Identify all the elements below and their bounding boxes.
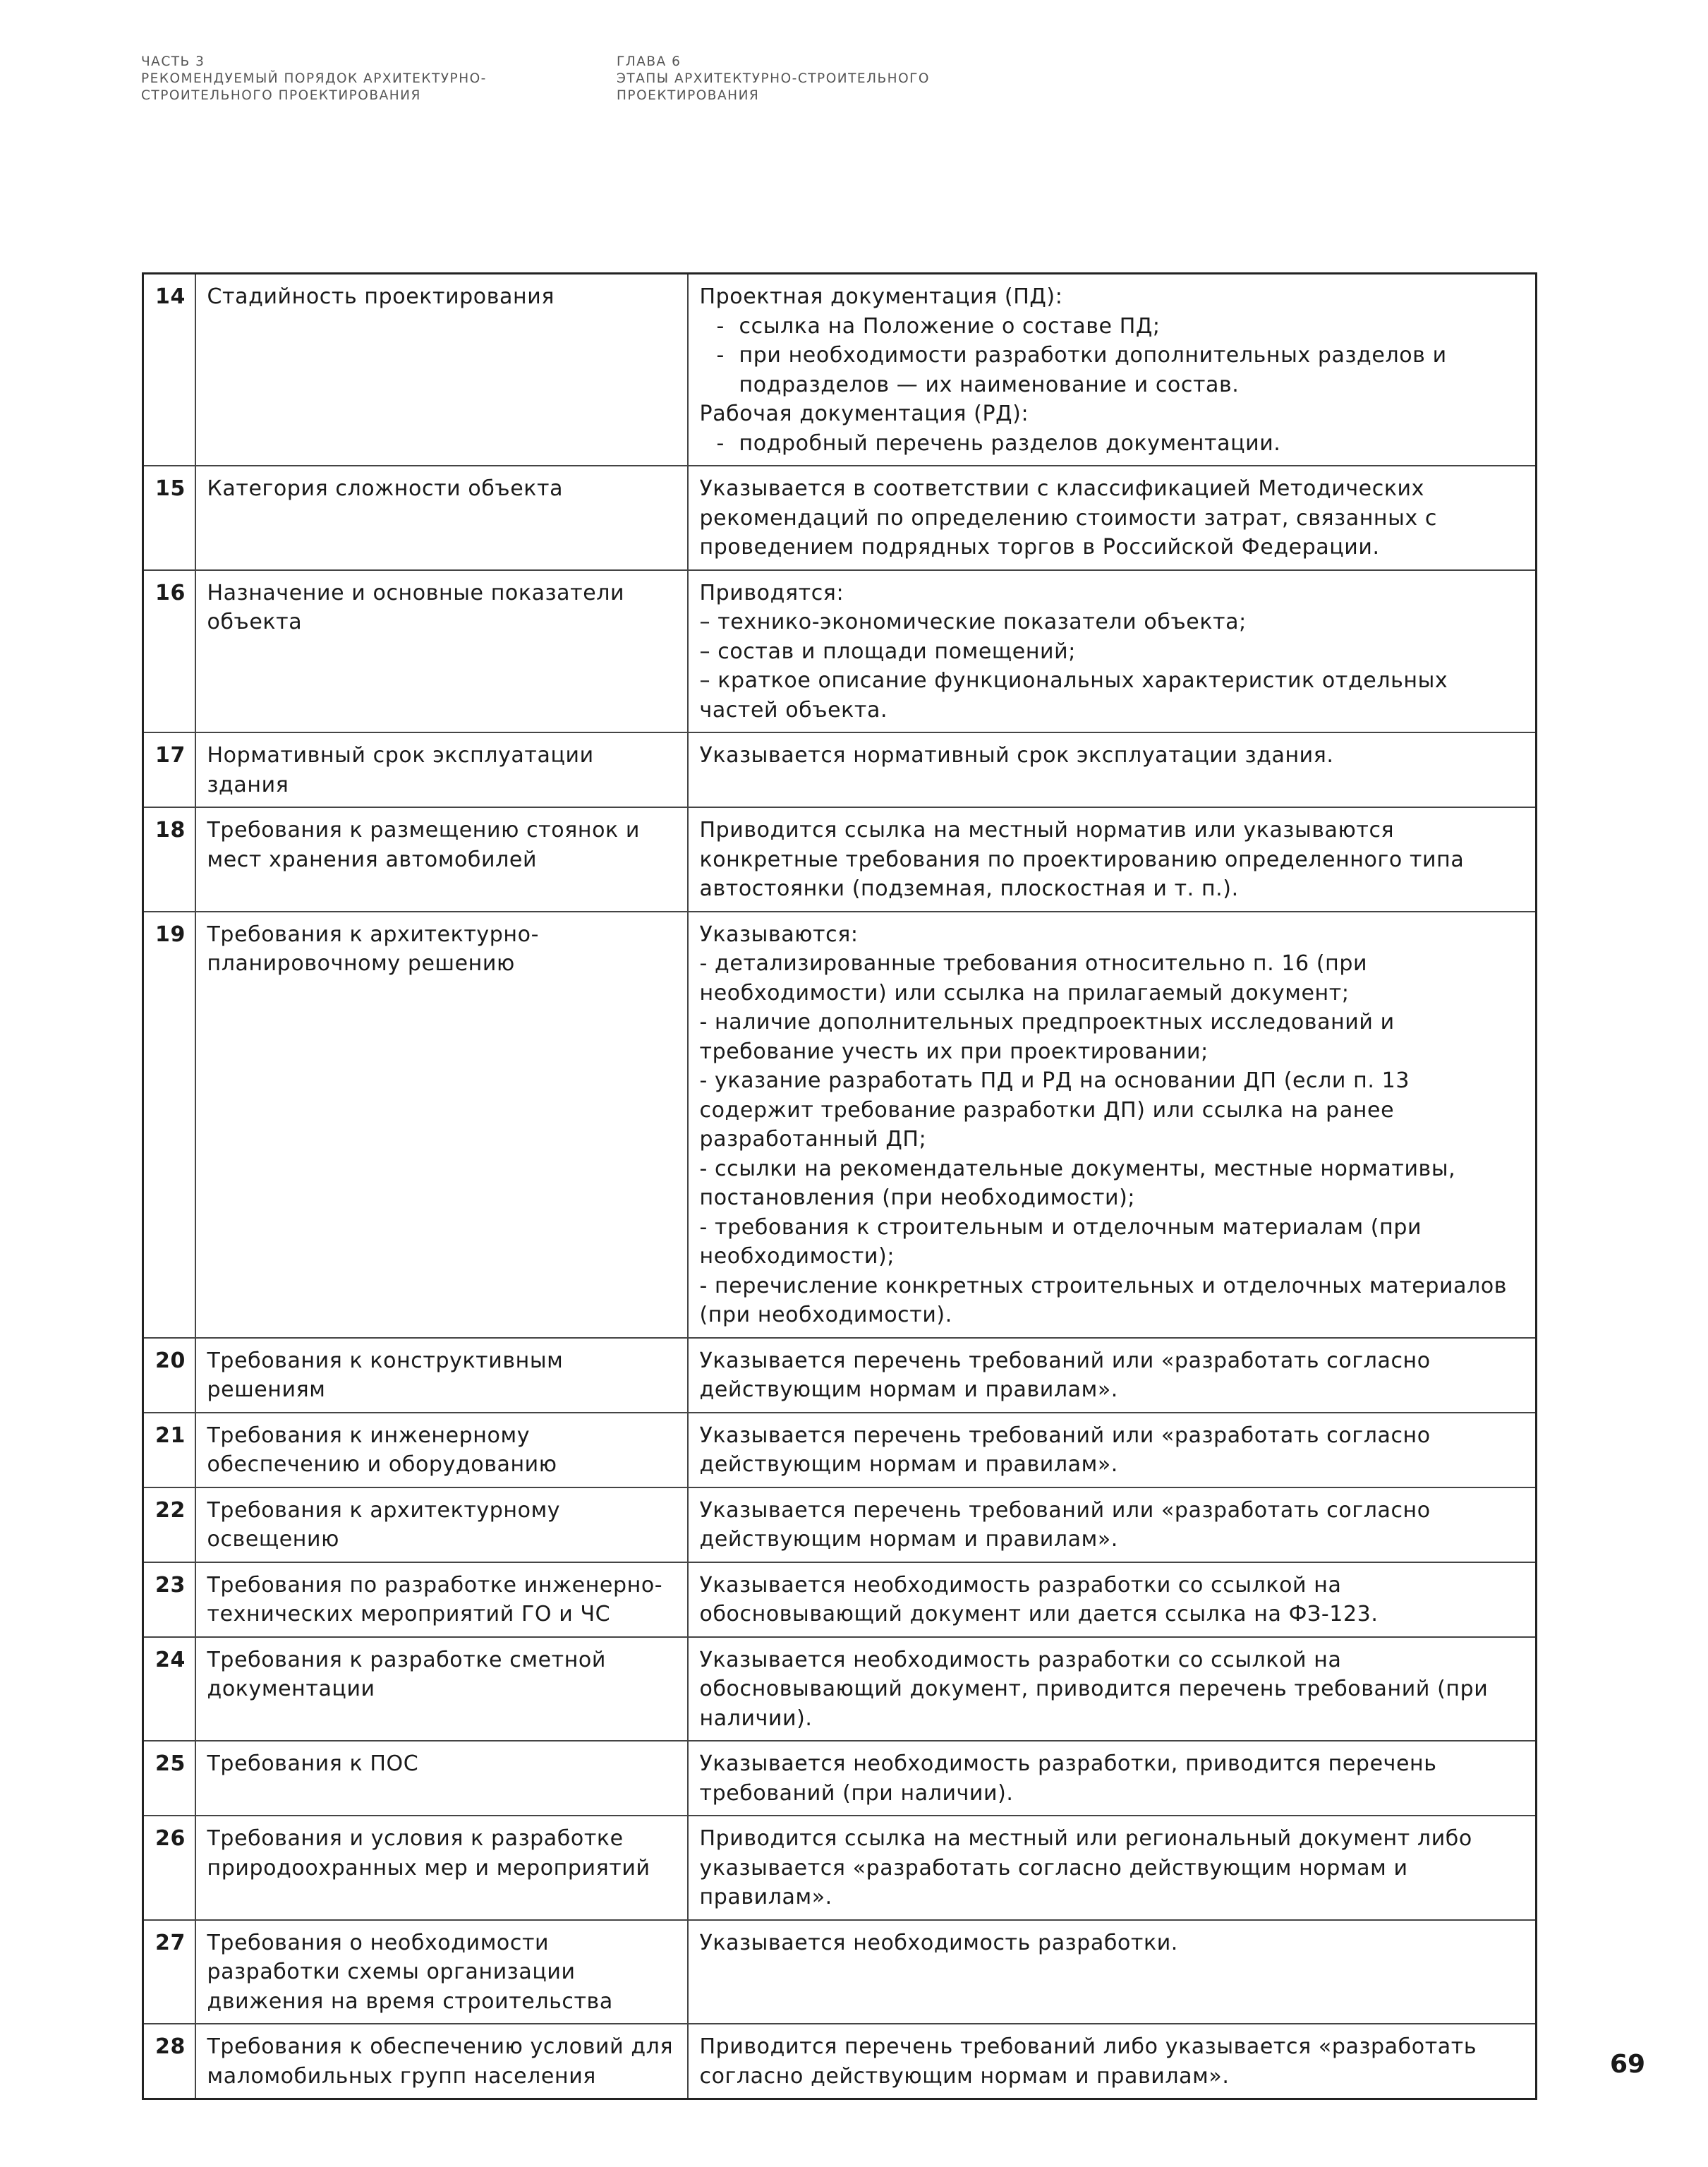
parameter-name: Требования к обеспечению условий для маломобильных групп населения [195, 2024, 688, 2099]
description-bullet: - ссылка на Положение о составе ПД; [700, 312, 1527, 342]
description-line: - указание разработать ПД и РД на основании ДП (если п. 13 содержит требование разработки ДП) или ссылка на ранее разработанный ДП; [699, 1068, 1410, 1152]
parameter-name: Требования к архитектурно-планировочному решению [195, 912, 688, 1338]
table-row [143, 1741, 1537, 1816]
description-line: Приводится перечень требований либо указывается «разработать согласно действующим нормам и правилам». [699, 2034, 1477, 2089]
table-row [143, 1816, 1537, 1920]
table-row [143, 1487, 1537, 1562]
description-line: – состав и площади помещений; [699, 639, 1076, 664]
parameter-description [688, 807, 1537, 912]
row-number: 16 [143, 570, 195, 733]
description-line: Рабочая документация (РД): [699, 402, 1029, 426]
table-row [143, 2024, 1537, 2099]
running-header-right [617, 54, 1054, 104]
table-row [143, 1413, 1537, 1487]
parameter-name: Требования к архитектурному освещению [195, 1487, 688, 1562]
description-line: - детализированные требования относительно п. 16 (при необходимости) или ссылка на прилагаемый документ; [699, 951, 1368, 1006]
parameter-description [688, 570, 1537, 733]
parameter-name: Категория сложности объекта [195, 466, 688, 570]
description-line: Указывается необходимость разработки со ссылкой на обосновывающий документ, приводится перечень требований (при наличии). [699, 1647, 1489, 1731]
table-row [143, 466, 1537, 570]
header-chapter-title-line-2: ПРОЕКТИРОВАНИЯ [617, 88, 760, 103]
parameter-name: Требования по разработке инженерно-технических мероприятий ГО и ЧС [195, 1562, 688, 1637]
description-line: Приводится ссылка на местный норматив или указываются конкретные требования по проектированию определенного типа автостоянки (подземная, плоскостная и т. п.). [699, 818, 1465, 901]
description-line: Указывается в соответствии с классификацией Методических рекомендаций по определению стоимости затрат, связанных с проведением подрядных торгов в Российской Федерации. [699, 476, 1438, 560]
description-line: Указывается нормативный срок эксплуатации здания. [699, 743, 1334, 768]
parameter-name: Требования и условия к разработке природоохранных мер и мероприятий [195, 1816, 688, 1920]
row-number: 23 [143, 1562, 195, 1637]
description-line: Приводятся: [699, 580, 844, 605]
parameter-description [688, 1562, 1537, 1637]
parameter-description [688, 1920, 1537, 2024]
table-row [143, 1637, 1537, 1742]
description-line: - требования к строительным и отделочным материалам (при необходимости); [699, 1214, 1422, 1269]
row-number: 28 [143, 2024, 195, 2099]
row-number: 20 [143, 1338, 195, 1413]
parameter-description [688, 912, 1537, 1338]
row-number: 18 [143, 807, 195, 912]
parameter-name: Стадийность проектирования [195, 274, 688, 466]
parameter-name: Требования к конструктивным решениям [195, 1338, 688, 1413]
table-row [143, 1338, 1537, 1413]
header-chapter-title-line-1: ЭТАПЫ АРХИТЕКТУРНО-СТРОИТЕЛЬНОГО [617, 71, 930, 86]
row-number: 15 [143, 466, 195, 570]
header-part-label: ЧАСТЬ 3 [141, 54, 205, 69]
description-line: - перечисление конкретных строительных и отделочных материалов (при необходимости). [699, 1273, 1508, 1327]
parameter-name: Требования к инженерному обеспечению и оборудованию [195, 1413, 688, 1487]
parameter-description [688, 1338, 1537, 1413]
parameter-description [688, 1413, 1537, 1487]
description-line: Указывается перечень требований или «разработать согласно действующим нормам и правилам». [699, 1423, 1431, 1477]
table-row [143, 274, 1537, 466]
row-number: 21 [143, 1413, 195, 1487]
parameter-name: Назначение и основные показатели объекта [195, 570, 688, 733]
row-number: 25 [143, 1741, 195, 1816]
table-row [143, 807, 1537, 912]
page-number: 69 [1610, 2050, 1646, 2079]
parameter-name: Требования к ПОС [195, 1741, 688, 1816]
table-row [143, 1920, 1537, 2024]
description-line: Проектная документация (ПД): [699, 284, 1063, 309]
parameter-name: Нормативный срок эксплуатации здания [195, 732, 688, 807]
parameter-description [688, 1637, 1537, 1742]
description-line: Указывается перечень требований или «разработать согласно действующим нормам и правилам». [699, 1497, 1431, 1552]
table-row [143, 570, 1537, 733]
header-part-title-line-2: СТРОИТЕЛЬНОГО ПРОЕКТИРОВАНИЯ [141, 88, 421, 103]
parameter-description [688, 1741, 1537, 1816]
row-number: 24 [143, 1637, 195, 1742]
row-number: 27 [143, 1920, 195, 2024]
row-number: 22 [143, 1487, 195, 1562]
design-assignment-table [142, 272, 1537, 2100]
row-number: 19 [143, 912, 195, 1338]
description-line: Указывается необходимость разработки со ссылкой на обосновывающий документ или дается ссылка на ФЗ-123. [699, 1572, 1379, 1626]
description-line: Указывается необходимость разработки. [699, 1930, 1178, 1955]
table-row [143, 1562, 1537, 1637]
running-header-left [141, 54, 579, 104]
parameter-description [688, 274, 1537, 466]
parameter-name: Требования к размещению стоянок и мест хранения автомобилей [195, 807, 688, 912]
description-bullet: - подробный перечень разделов документации. [700, 429, 1527, 459]
description-line: - наличие дополнительных предпроектных исследований и требование учесть их при проектировании; [699, 1010, 1395, 1064]
parameter-description [688, 466, 1537, 570]
description-line: Указывается перечень требований или «разработать согласно действующим нормам и правилам». [699, 1348, 1431, 1402]
parameter-name: Требования к разработке сметной документации [195, 1637, 688, 1742]
description-line: Указывается необходимость разработки, приводится перечень требований (при наличии). [699, 1751, 1437, 1806]
description-line: – технико-экономические показатели объекта; [699, 610, 1247, 634]
row-number: 17 [143, 732, 195, 807]
description-line: - ссылки на рекомендательные документы, местные нормативы, постановления (при необходимости); [699, 1156, 1456, 1210]
description-bullet: - при необходимости разработки дополнительных разделов и подразделов — их наименование и состав. [700, 341, 1527, 399]
description-line: Указываются: [699, 922, 859, 947]
parameter-description [688, 2024, 1537, 2099]
parameter-description [688, 732, 1537, 807]
header-part-title-line-1: РЕКОМЕНДУЕМЫЙ ПОРЯДОК АРХИТЕКТУРНО- [141, 71, 487, 86]
description-line: Приводится ссылка на местный или региональный документ либо указывается «разработать согласно действующим нормам и правилам». [699, 1826, 1472, 1909]
table-row [143, 732, 1537, 807]
description-line: – краткое описание функциональных характеристик отдельных частей объекта. [699, 668, 1448, 723]
table-body [143, 274, 1537, 2099]
parameter-name: Требования о необходимости разработки схемы организации движения на время строительства [195, 1920, 688, 2024]
table-row [143, 912, 1537, 1338]
parameter-description [688, 1816, 1537, 1920]
row-number: 26 [143, 1816, 195, 1920]
row-number: 14 [143, 274, 195, 466]
header-chapter-label: ГЛАВА 6 [617, 54, 682, 69]
parameter-description [688, 1487, 1537, 1562]
